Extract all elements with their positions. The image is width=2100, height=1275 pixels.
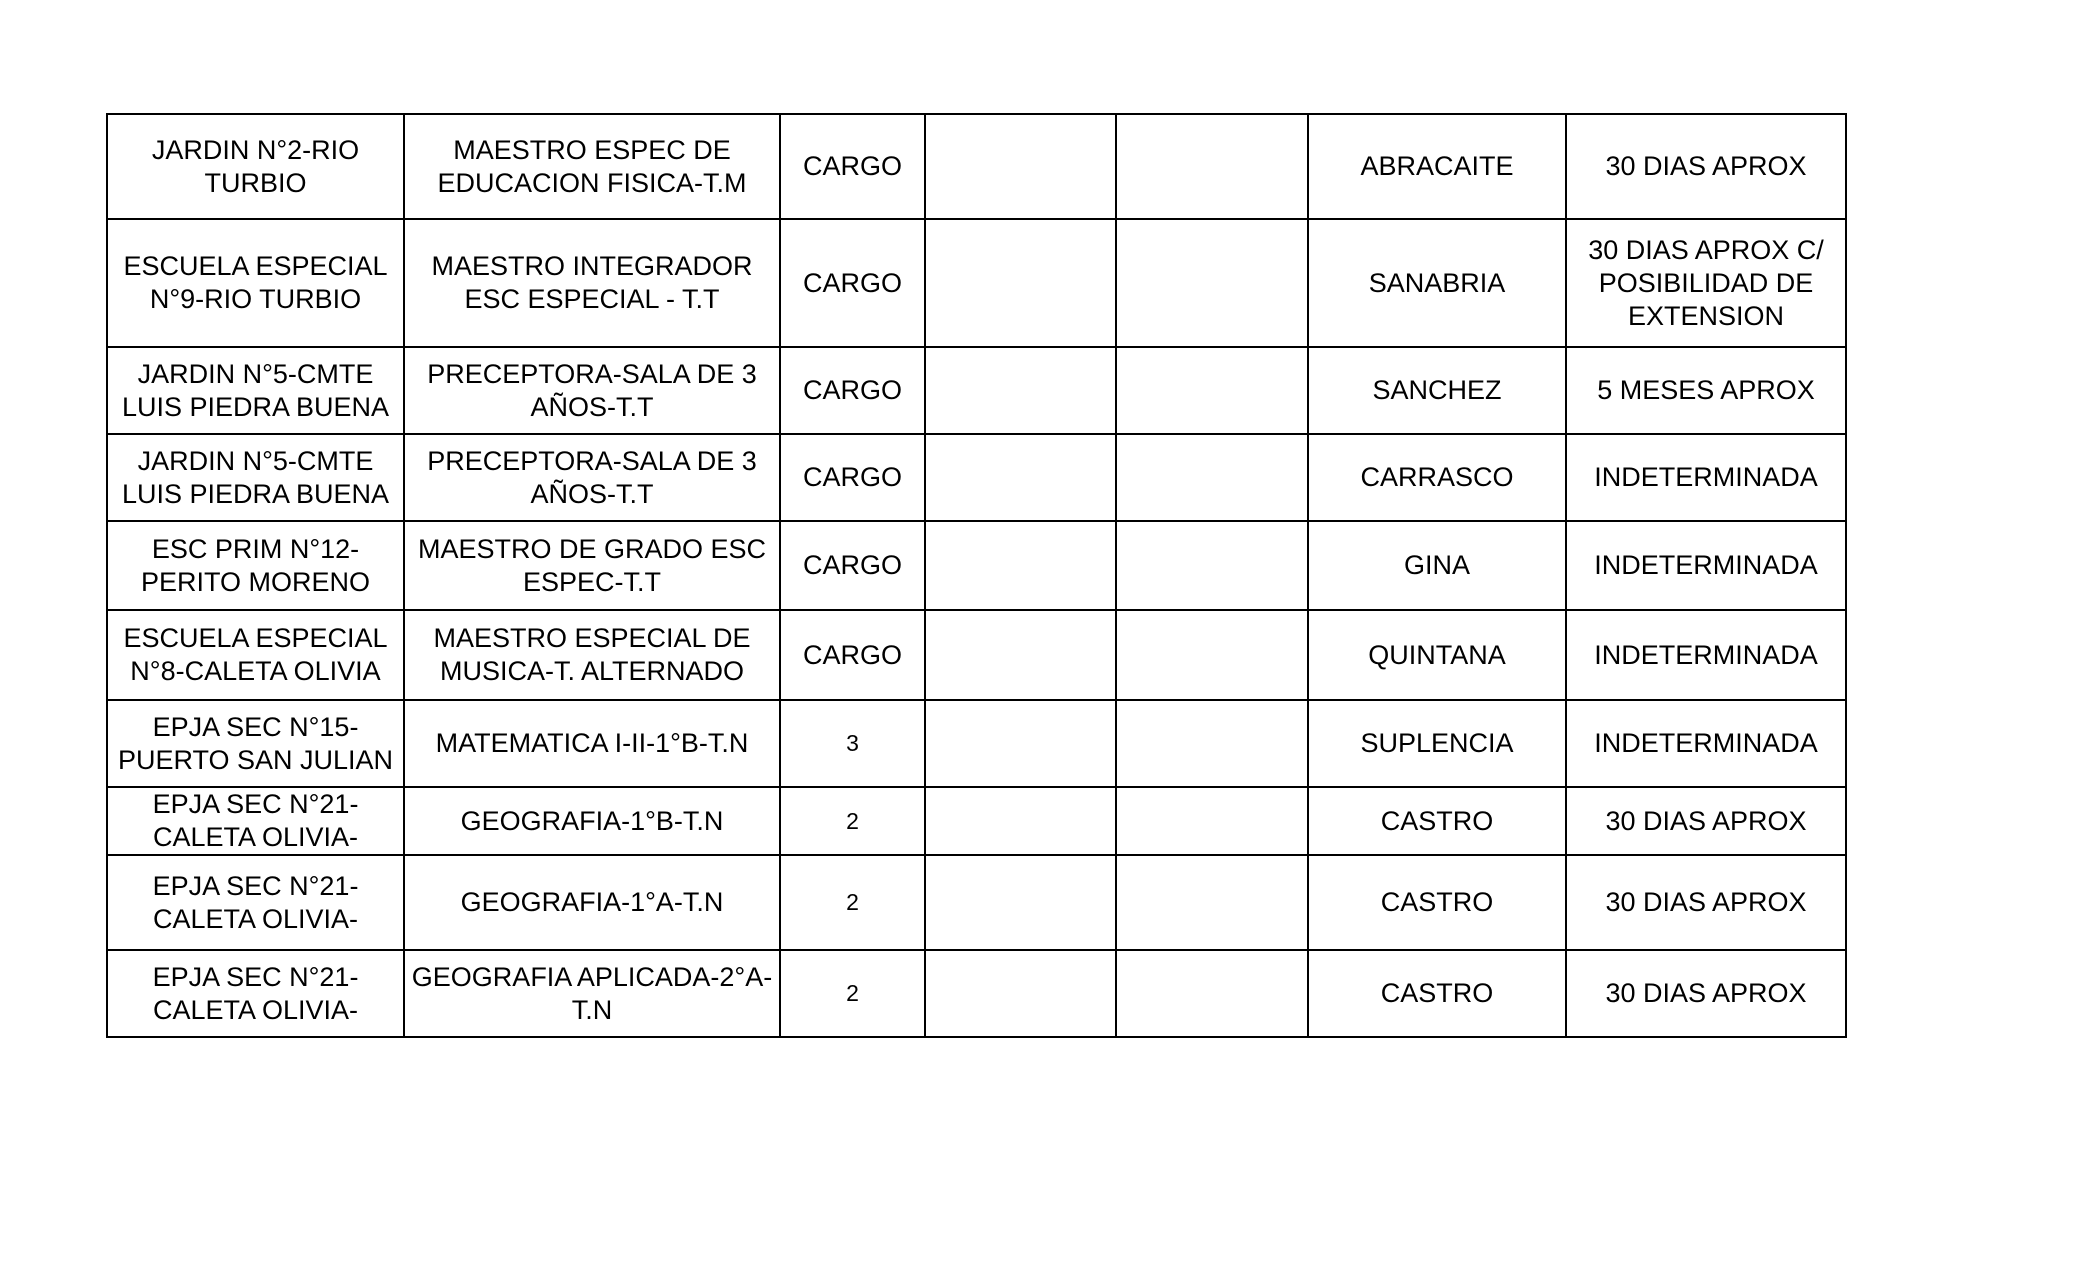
duration-cell: 30 DIAS APROX C/ POSIBILIDAD DE EXTENSION <box>1566 219 1846 347</box>
teacher-cell: ABRACAITE <box>1308 114 1566 219</box>
blank-cell <box>925 610 1116 700</box>
position-cell: GEOGRAFIA-1°A-T.N <box>404 855 780 950</box>
school-cell: JARDIN N°5-CMTE LUIS PIEDRA BUENA <box>107 434 404 521</box>
duration-cell: 30 DIAS APROX <box>1566 950 1846 1037</box>
blank-cell <box>925 787 1116 855</box>
blank-cell <box>1116 114 1308 219</box>
table-row <box>107 610 1846 700</box>
school-cell: ESC PRIM N°12- PERITO MORENO <box>107 521 404 610</box>
hours-cell: 3 <box>780 700 925 787</box>
school-cell: ESCUELA ESPECIAL N°9-RIO TURBIO <box>107 219 404 347</box>
position-cell: MAESTRO ESPEC DE EDUCACION FISICA-T.M <box>404 114 780 219</box>
blank-cell <box>925 521 1116 610</box>
teacher-cell: QUINTANA <box>1308 610 1566 700</box>
table-row <box>107 219 1846 347</box>
duration-cell: 5 MESES APROX <box>1566 347 1846 434</box>
hours-cell: CARGO <box>780 219 925 347</box>
teacher-cell: CARRASCO <box>1308 434 1566 521</box>
duration-cell: 30 DIAS APROX <box>1566 114 1846 219</box>
blank-cell <box>1116 950 1308 1037</box>
hours-cell: 2 <box>780 950 925 1037</box>
teacher-cell: GINA <box>1308 521 1566 610</box>
blank-cell <box>925 114 1116 219</box>
blank-cell <box>1116 787 1308 855</box>
blank-cell <box>925 855 1116 950</box>
position-cell: GEOGRAFIA APLICADA-2°A- T.N <box>404 950 780 1037</box>
school-cell: ESCUELA ESPECIAL N°8-CALETA OLIVIA <box>107 610 404 700</box>
hours-cell: CARGO <box>780 347 925 434</box>
duration-cell: 30 DIAS APROX <box>1566 787 1846 855</box>
hours-cell: CARGO <box>780 434 925 521</box>
teacher-cell: SUPLENCIA <box>1308 700 1566 787</box>
duration-cell: INDETERMINADA <box>1566 521 1846 610</box>
school-cell: EPJA SEC N°21- CALETA OLIVIA- <box>107 787 404 855</box>
position-cell: MAESTRO DE GRADO ESC ESPEC-T.T <box>404 521 780 610</box>
blank-cell <box>1116 219 1308 347</box>
school-cell: EPJA SEC N°15- PUERTO SAN JULIAN <box>107 700 404 787</box>
teacher-cell: CASTRO <box>1308 787 1566 855</box>
blank-cell <box>1116 610 1308 700</box>
blank-cell <box>1116 700 1308 787</box>
teacher-cell: SANCHEZ <box>1308 347 1566 434</box>
duration-cell: INDETERMINADA <box>1566 434 1846 521</box>
hours-cell: CARGO <box>780 114 925 219</box>
position-cell: MAESTRO ESPECIAL DE MUSICA-T. ALTERNADO <box>404 610 780 700</box>
hours-cell: CARGO <box>780 610 925 700</box>
blank-cell <box>1116 434 1308 521</box>
blank-cell <box>1116 855 1308 950</box>
position-cell: MAESTRO INTEGRADOR ESC ESPECIAL - T.T <box>404 219 780 347</box>
duration-cell: 30 DIAS APROX <box>1566 855 1846 950</box>
blank-cell <box>925 219 1116 347</box>
position-cell: GEOGRAFIA-1°B-T.N <box>404 787 780 855</box>
blank-cell <box>925 950 1116 1037</box>
school-cell: JARDIN N°2-RIO TURBIO <box>107 114 404 219</box>
table-row <box>107 787 1846 855</box>
table-row <box>107 700 1846 787</box>
position-cell: MATEMATICA I-II-1°B-T.N <box>404 700 780 787</box>
blank-cell <box>1116 521 1308 610</box>
teacher-cell: CASTRO <box>1308 950 1566 1037</box>
hours-cell: 2 <box>780 787 925 855</box>
table-row <box>107 114 1846 219</box>
position-cell: PRECEPTORA-SALA DE 3 AÑOS-T.T <box>404 434 780 521</box>
hours-cell: CARGO <box>780 521 925 610</box>
table-row <box>107 521 1846 610</box>
blank-cell <box>1116 347 1308 434</box>
table-row <box>107 855 1846 950</box>
school-cell: EPJA SEC N°21- CALETA OLIVIA- <box>107 855 404 950</box>
table-row <box>107 950 1846 1037</box>
blank-cell <box>925 434 1116 521</box>
duration-cell: INDETERMINADA <box>1566 700 1846 787</box>
school-cell: JARDIN N°5-CMTE LUIS PIEDRA BUENA <box>107 347 404 434</box>
table-body <box>107 114 1846 1037</box>
hours-cell: 2 <box>780 855 925 950</box>
vacancy-table <box>106 113 1847 1038</box>
blank-cell <box>925 347 1116 434</box>
position-cell: PRECEPTORA-SALA DE 3 AÑOS-T.T <box>404 347 780 434</box>
teacher-cell: SANABRIA <box>1308 219 1566 347</box>
blank-cell <box>925 700 1116 787</box>
table-row <box>107 347 1846 434</box>
duration-cell: INDETERMINADA <box>1566 610 1846 700</box>
school-cell: EPJA SEC N°21- CALETA OLIVIA- <box>107 950 404 1037</box>
teacher-cell: CASTRO <box>1308 855 1566 950</box>
table-row <box>107 434 1846 521</box>
